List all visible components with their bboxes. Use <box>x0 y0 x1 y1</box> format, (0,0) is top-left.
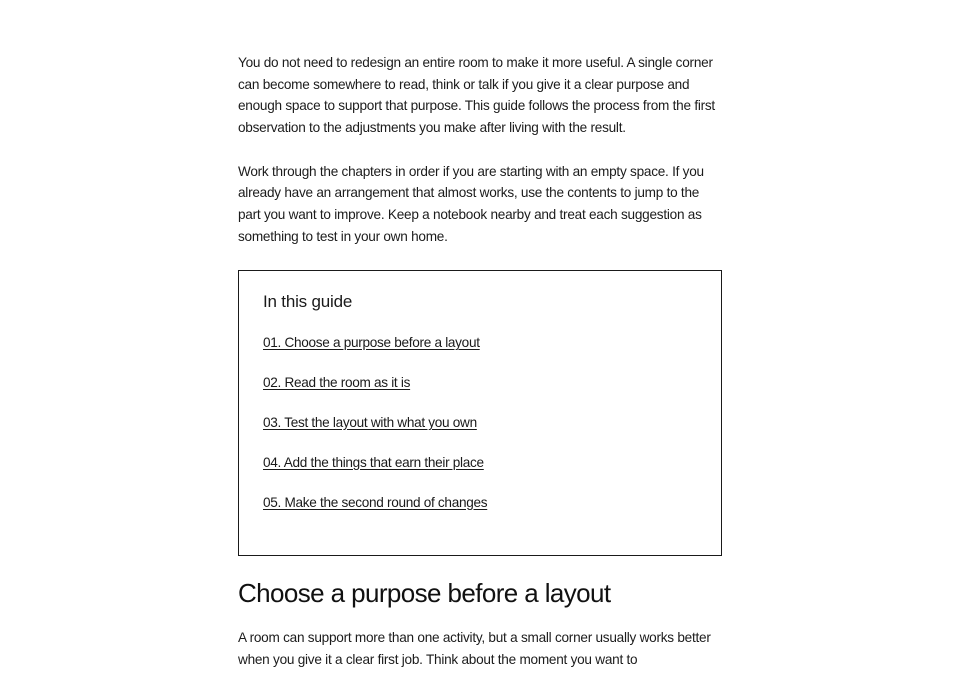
article <box>238 52 722 671</box>
toc-item <box>263 492 697 532</box>
toc-item <box>263 372 697 412</box>
toc-link-add-things[interactable]: 04. Add the things that earn their place <box>263 454 484 470</box>
toc-link-test-layout[interactable]: 03. Test the layout with what you own <box>263 414 477 430</box>
toc-list <box>263 332 697 531</box>
toc-link-second-round[interactable]: 05. Make the second round of changes <box>263 494 488 510</box>
toc-item <box>263 332 697 372</box>
toc-link-read-room[interactable]: 02. Read the room as it is <box>263 375 411 391</box>
toc-item <box>263 452 697 492</box>
table-of-contents <box>238 270 722 556</box>
toc-title: In this guide <box>263 292 353 312</box>
section-heading: Choose a purpose before a layout <box>238 578 611 609</box>
toc-item <box>263 412 697 452</box>
section-paragraph: A room can support more than one activity, but a small corner usually works better when you give it a clear first job. Think about the moment you want to <box>238 630 711 668</box>
intro-paragraph-2: Work through the chapters in order if you are starting with an empty space. If you already have an arrangement that almost works, use the contents to jump to the part you want to improve. Keep a notebook nearby and treat each suggestion as something to test in your own home. <box>238 163 704 244</box>
intro-paragraph-1: You do not need to redesign an entire room to make it more useful. A single corner can become somewhere to read, think or talk if you give it a clear purpose and enough space to support that purpose. This guide follows the process from the first observation to the adjustments you make after living with the result. <box>238 55 715 136</box>
toc-link-choose-purpose[interactable]: 01. Choose a purpose before a layout <box>263 335 480 351</box>
